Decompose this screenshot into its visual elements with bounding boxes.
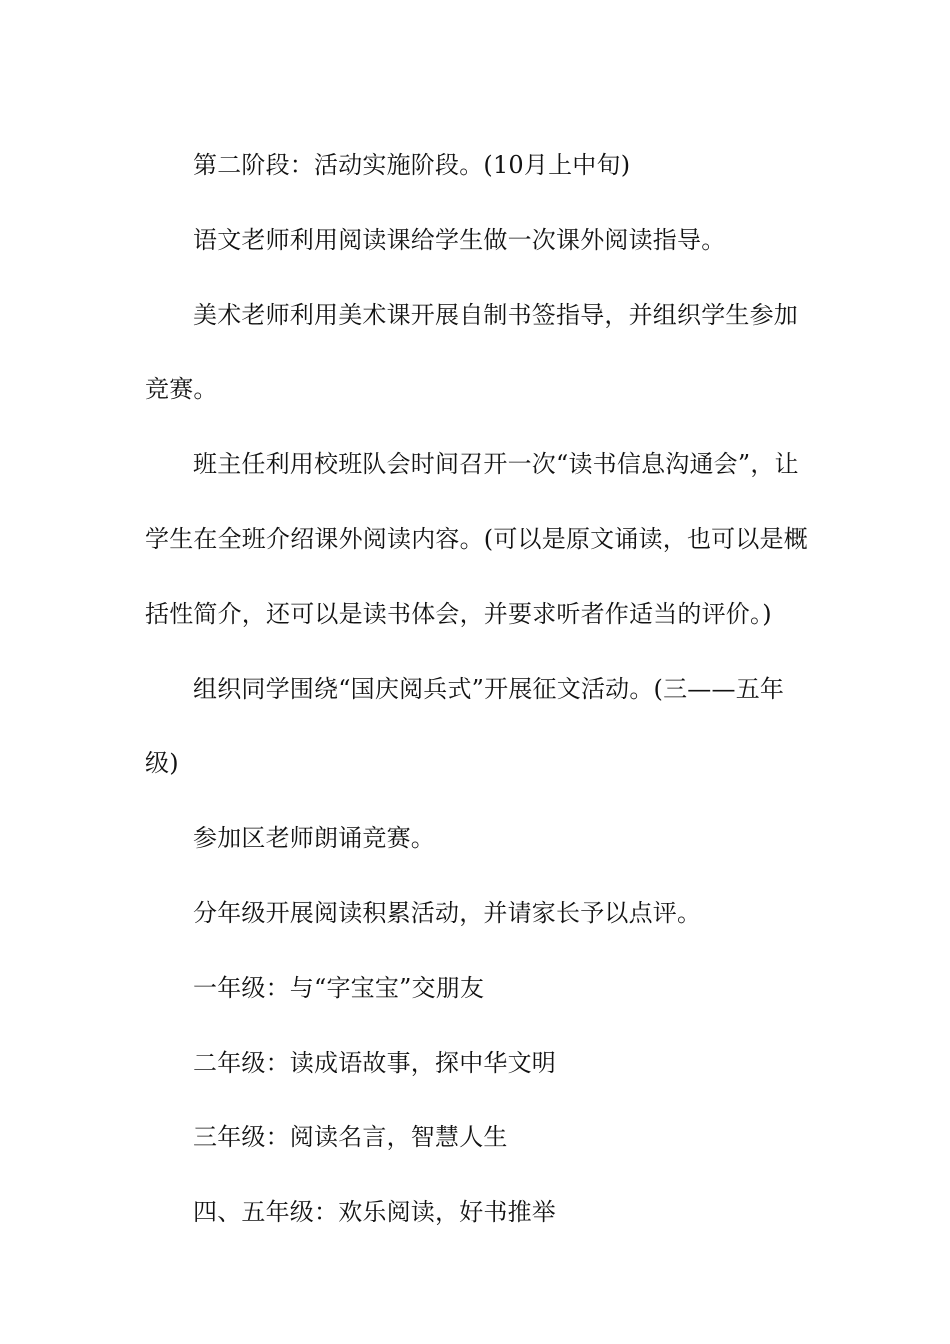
paragraph-grade-activities: 分年级开展阅读积累活动，并请家长予以点评。 — [193, 898, 702, 927]
paragraph-chinese-teacher: 语文老师利用阅读课给学生做一次课外阅读指导。 — [193, 225, 726, 254]
paragraph-essay-activity: 组织同学围绕“国庆阅兵式”开展征文活动。(三——五年级) — [145, 674, 785, 778]
paragraph-grade-three: 三年级：阅读名言，智慧人生 — [193, 1123, 508, 1152]
paragraph-art-teacher: 美术老师利用美术课开展自制书签指导，并组织学生参加竞赛。 — [145, 300, 798, 404]
paragraph-stage-two: 第二阶段：活动实施阶段。(10月上中旬) — [193, 151, 631, 179]
paragraph-class-teacher: 班主任利用校班队会时间召开一次“读书信息沟通会”，让学生在全班介绍课外阅读内容。(可以是原文诵读，也可以是概括性简介，还可以是读书体会，并要求听者作适当的评价。) — [145, 450, 808, 628]
paragraph-recitation-contest: 参加区老师朗诵竞赛。 — [193, 824, 435, 853]
paragraph-grade-four-five: 四、五年级：欢乐阅读，好书推举 — [193, 1198, 556, 1227]
paragraph-grade-one: 一年级：与“字宝宝”交朋友 — [193, 973, 485, 1002]
paragraph-grade-two: 二年级：读成语故事，探中华文明 — [193, 1048, 556, 1077]
document-body — [145, 128, 810, 1250]
